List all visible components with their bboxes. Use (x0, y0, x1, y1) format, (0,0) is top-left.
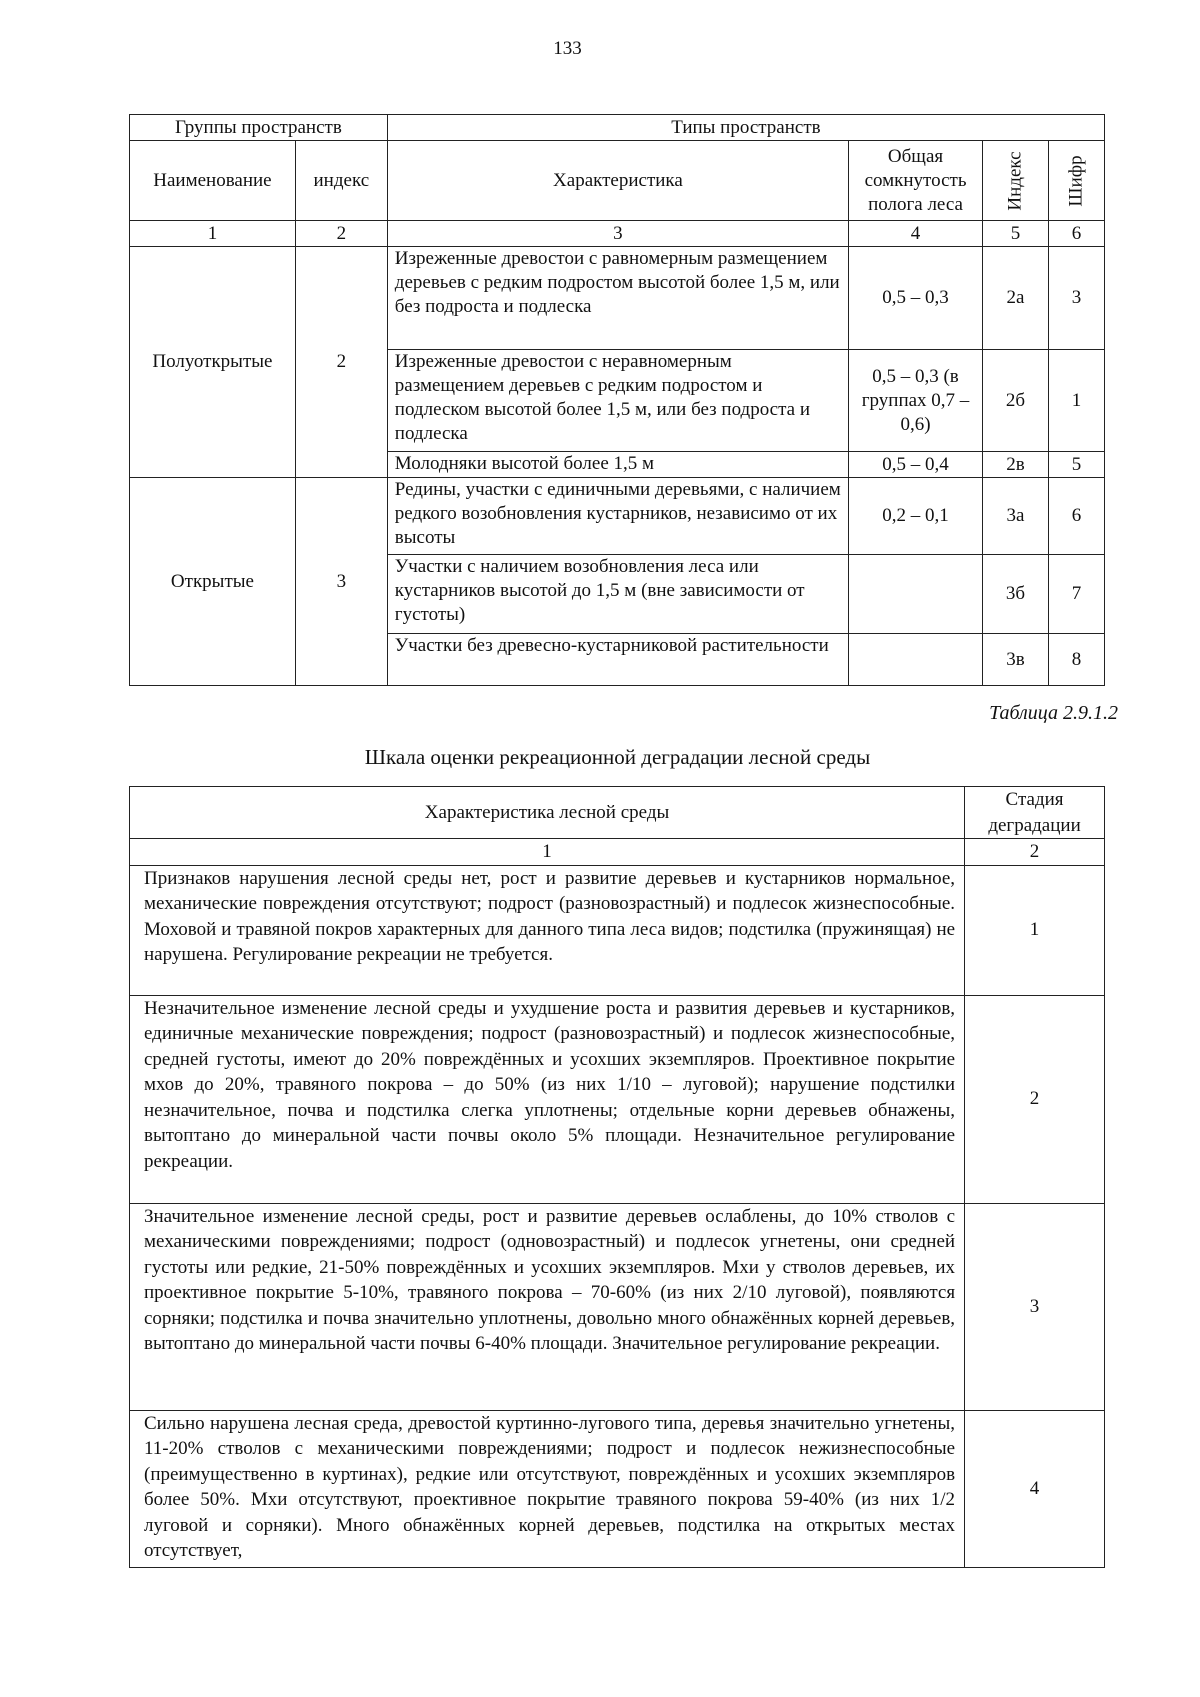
characteristic-text: Незначительное изменение лесной среды и ухудшение роста и развития деревьев и кустарников, единичные механические повреждения; подрост (разновозрастный) и подлесок жизнеспособные, средней густоты, имеют до 20% повреждённых и усохших экземпляров. Проективное покрытие мхов до 20%, травяного покрова – до 50% (из них 1/10 – луговой); нарушение подстилки незначительное, почва и подстилка слегка уплотнены; отдельные корни деревьев обнажены, вытоптано до минеральной части почвы около 5% площади. Незначительное регулирование рекреации. (130, 995, 965, 1203)
col-number: 2 (965, 839, 1105, 866)
characteristic-cell: Участки без древесно-кустарниковой растительности (387, 634, 848, 686)
characteristic-text: Значительное изменение лесной среды, рост и развитие деревьев ослаблены, до 10% стволов с механическими повреждениями; подрост (одновозрастный) и подлесок угнетены, они средней густоты или редкие, 21-50% повреждённых и усохших экземпляров. Мхи у стволов деревьев, их проективное покрытие 5-10%, травяного покрова – 70-60% (из них 2/10 луговой), появляются сорняки; подстилка и почва значительно уплотнены, довольно много обнажённых корней деревьев, вытоптано до минеральной части почвы 6-40% площади. Значительное регулирование рекреации. (130, 1203, 965, 1410)
col-name-header: Наименование (130, 141, 296, 221)
characteristic-cell: Изреженные древостои с равномерным размещением деревьев с редким подростом высотой более 1,5 м, или без подроста и подлеска (387, 247, 848, 350)
stage-cell: 4 (965, 1410, 1105, 1567)
table-row (130, 995, 1105, 1203)
code-cell: 5 (1048, 452, 1104, 478)
index-cell: 3б (982, 555, 1048, 634)
density-cell: 0,5 – 0,4 (849, 452, 983, 478)
index-cell: 2б (982, 350, 1048, 452)
table-row (130, 865, 1105, 995)
code-cell: 1 (1048, 350, 1104, 452)
col-number: 5 (982, 221, 1048, 247)
stage-cell: 3 (965, 1203, 1105, 1410)
stage-cell: 2 (965, 995, 1105, 1203)
density-cell (849, 634, 983, 686)
types-header: Типы пространств (387, 115, 1104, 141)
col-density-header: Общая сомкнутость полога леса (849, 141, 983, 221)
code-cell: 8 (1048, 634, 1104, 686)
index-cell: 2в (982, 452, 1048, 478)
degradation-scale-table (129, 786, 1105, 1568)
index-cell: 3а (982, 478, 1048, 555)
density-cell: 0,5 – 0,3 (849, 247, 983, 350)
col-number: 3 (387, 221, 848, 247)
characteristic-cell: Редины, участки с единичными деревьями, с наличием редкого возобновления кустарников, независимо от их высоты (387, 478, 848, 555)
characteristic-cell: Молодняки высотой более 1,5 м (387, 452, 848, 478)
code-cell: 3 (1048, 247, 1104, 350)
col-characteristic-header: Характеристика лесной среды (130, 787, 965, 839)
index-cell: 2а (982, 247, 1048, 350)
col-number: 1 (130, 839, 965, 866)
group-index: 2 (295, 247, 387, 478)
col-index2-label: Индекс (1004, 150, 1026, 211)
table-title: Шкала оценки рекреационной деградации лесной среды (364, 745, 871, 769)
group-name: Открытые (130, 478, 296, 686)
page-number: 133 (553, 38, 582, 59)
code-cell: 7 (1048, 555, 1104, 634)
table-caption: Таблица 2.9.1.2 (989, 702, 1118, 724)
column-number-row (130, 221, 1105, 247)
col-code-label: Шифр (1065, 154, 1087, 207)
table-row (130, 247, 1105, 350)
col-index-header: индекс (295, 141, 387, 221)
table-row (130, 478, 1105, 555)
characteristic-text: Сильно нарушена лесная среда, древостой куртинно-лугового типа, деревья значительно угнетены, 11-20% стволов с механическими повреждениями; подрост и подлесок нежизнеспособные (преимущественно в куртинах), редкие или отсутствуют, повреждённых и усохших экземпляров более 50%. Мхи отсутствуют, проективное покрытие травяного покрова 59-40% (из них 1/2 луговой и сорняки). Много обнажённых корней деревьев, подстилка на открытых местах отсутствует, (130, 1410, 965, 1567)
space-types-table (129, 114, 1105, 686)
table-row (130, 1410, 1105, 1567)
index-cell: 3в (982, 634, 1048, 686)
characteristic-text: Признаков нарушения лесной среды нет, рост и развитие деревьев и кустарников нормальное, механические повреждения отсутствуют; подрост (разновозрастный) и подлесок жизнеспособные. Моховой и травяной покров характерных для данного типа леса видов; подстилка (пружинящая) не нарушена. Регулирование рекреации не требуется. (130, 865, 965, 995)
density-cell (849, 555, 983, 634)
table-row (130, 1203, 1105, 1410)
stage-cell: 1 (965, 865, 1105, 995)
group-index: 3 (295, 478, 387, 686)
col-characteristic-header: Характеристика (387, 141, 848, 221)
column-number-row (130, 839, 1105, 866)
col-code-header (1048, 141, 1104, 221)
density-cell: 0,5 – 0,3 (в группах 0,7 – 0,6) (849, 350, 983, 452)
density-cell: 0,2 – 0,1 (849, 478, 983, 555)
col-number: 4 (849, 221, 983, 247)
code-cell: 6 (1048, 478, 1104, 555)
col-number: 6 (1048, 221, 1104, 247)
group-name: Полуоткрытые (130, 247, 296, 478)
col-number: 2 (295, 221, 387, 247)
col-number: 1 (130, 221, 296, 247)
characteristic-cell: Изреженные древостои с неравномерным размещением деревьев с редким подростом и подлеском высотой более 1,5 м, или без подроста и подлеска (387, 350, 848, 452)
characteristic-cell: Участки с наличием возобновления леса или кустарников высотой до 1,5 м (вне зависимости от густоты) (387, 555, 848, 634)
group-header: Группы пространств (130, 115, 388, 141)
col-stage-header: Стадия деградации (965, 787, 1105, 839)
col-index2-header (982, 141, 1048, 221)
